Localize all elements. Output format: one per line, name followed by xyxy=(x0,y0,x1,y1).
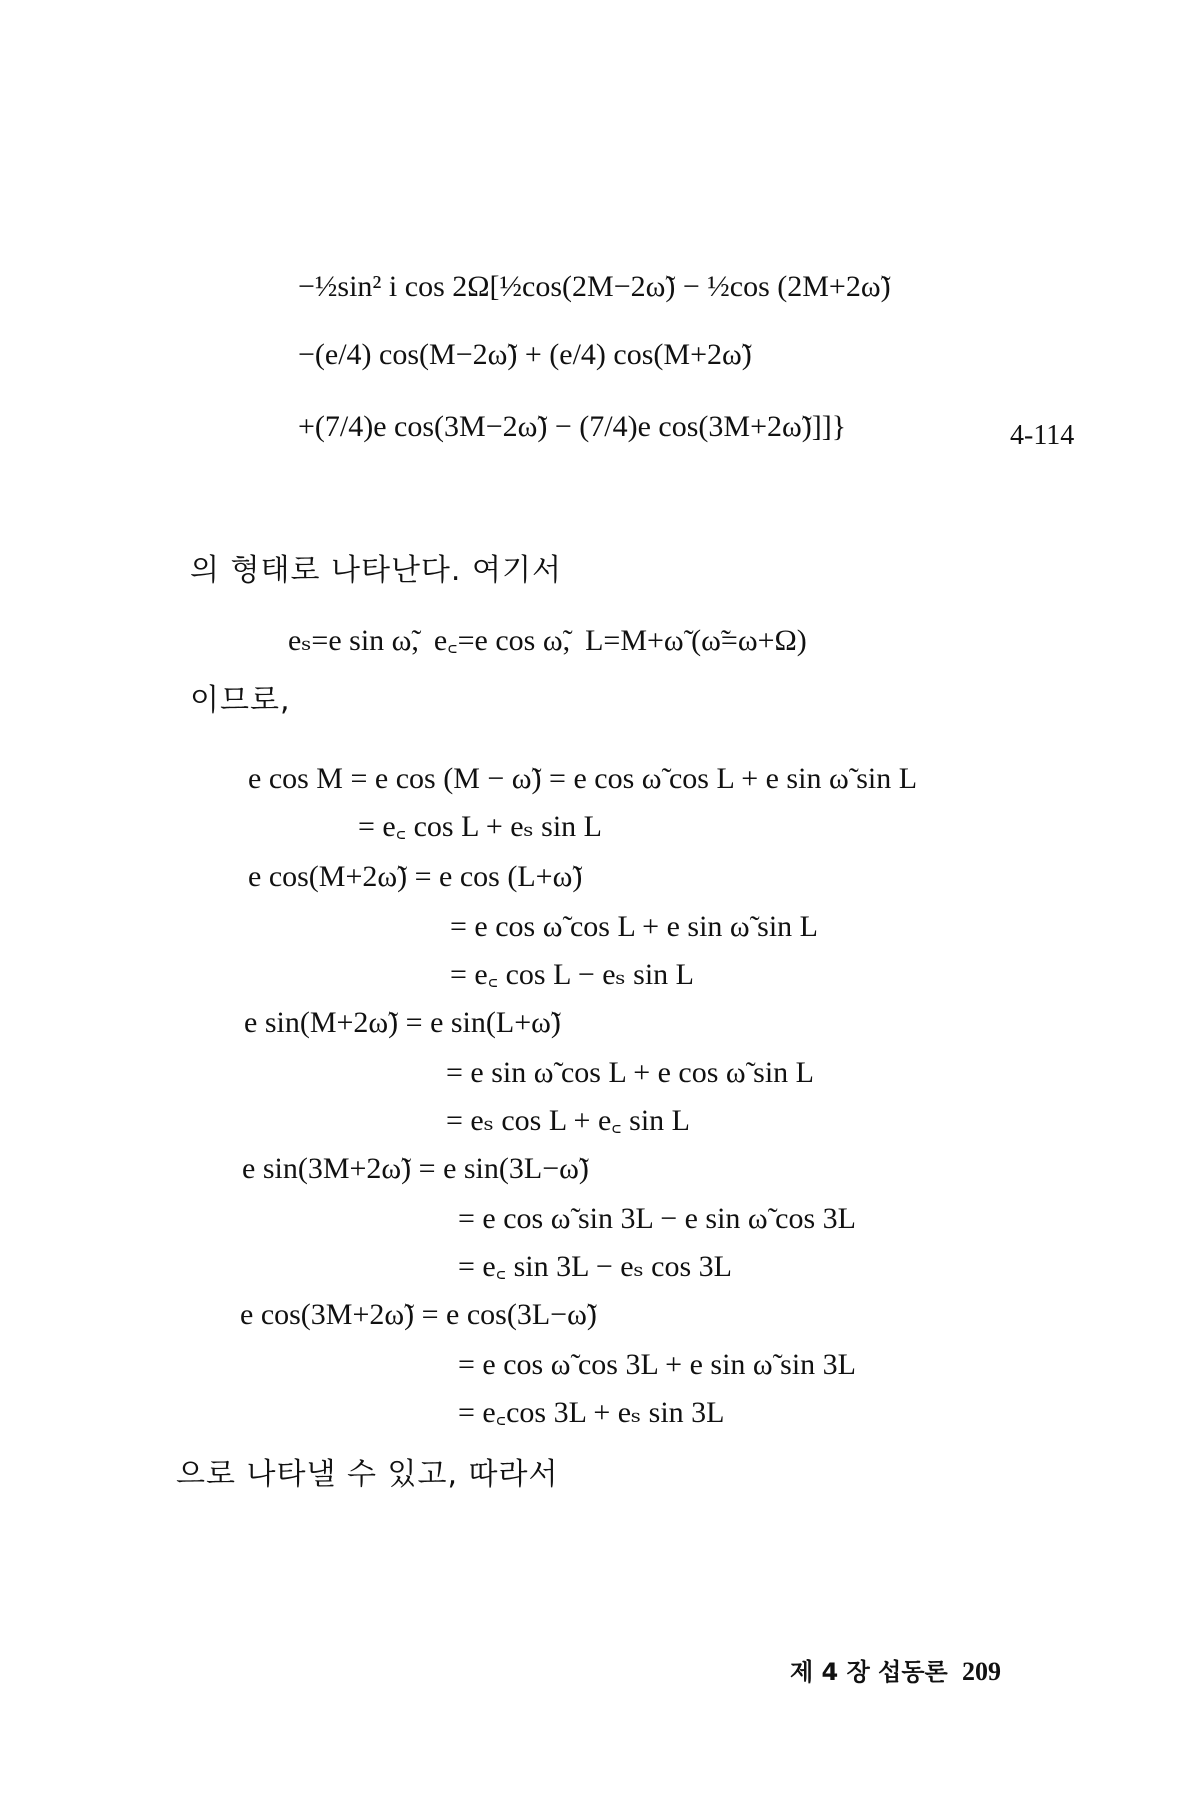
body-text: 이므로, xyxy=(190,683,291,718)
page-footer xyxy=(790,1652,1001,1687)
equation-line: = e cos ω̃ sin 3L − e sin ω̃ cos 3L xyxy=(458,1202,856,1235)
body-text: 의 형태로 나타난다. 여기서 xyxy=(190,553,562,588)
equation-line: = e cos ω̃ cos 3L + e sin ω̃ sin 3L xyxy=(458,1348,856,1381)
equation-line: +(7/4)e cos(3M−2ω̃) − (7/4)e cos(3M+2ω̃)]]} xyxy=(298,410,847,443)
equation-line: −(e/4) cos(M−2ω̃) + (e/4) cos(M+2ω̃) xyxy=(298,338,752,371)
body-text: 으로 나타낼 수 있고, 따라서 xyxy=(176,1457,559,1492)
equation-line: = eₛ cos L + e꜀ sin L xyxy=(446,1104,690,1137)
equation-line: e sin(M+2ω̃) = e sin(L+ω̃) xyxy=(244,1006,561,1039)
equation-line: e cos(M+2ω̃) = e cos (L+ω̃) xyxy=(248,860,583,893)
chapter-title: 제 4 장 섭동론 xyxy=(790,1658,948,1686)
equation-line: −½sin² i cos 2Ω[½cos(2M−2ω̃) − ½cos (2M+2ω̃) xyxy=(298,270,891,303)
equation-line: = e꜀cos 3L + eₛ sin 3L xyxy=(458,1396,725,1429)
equation-line: e cos(3M+2ω̃) = e cos(3L−ω̃) xyxy=(240,1298,597,1331)
equation-line: = e cos ω̃ cos L + e sin ω̃ sin L xyxy=(450,910,818,943)
equation-line: = e꜀ cos L − eₛ sin L xyxy=(450,958,694,991)
equation-line: e sin(3M+2ω̃) = e sin(3L−ω̃) xyxy=(242,1152,589,1185)
equation-number: 4-114 xyxy=(1010,420,1075,451)
equation-line: = e꜀ cos L + eₛ sin L xyxy=(358,810,602,843)
page-number: 209 xyxy=(962,1657,1002,1686)
definition-line: eₛ=e sin ω̃, e꜀=e cos ω̃, L=M+ω̃ (ω̃=ω+Ω) xyxy=(288,624,807,657)
equation-line: e cos M = e cos (M − ω̃) = e cos ω̃ cos L + e sin ω̃ sin L xyxy=(248,762,918,795)
equation-line: = e꜀ sin 3L − eₛ cos 3L xyxy=(458,1250,732,1283)
equation-line: = e sin ω̃ cos L + e cos ω̃ sin L xyxy=(446,1056,814,1089)
